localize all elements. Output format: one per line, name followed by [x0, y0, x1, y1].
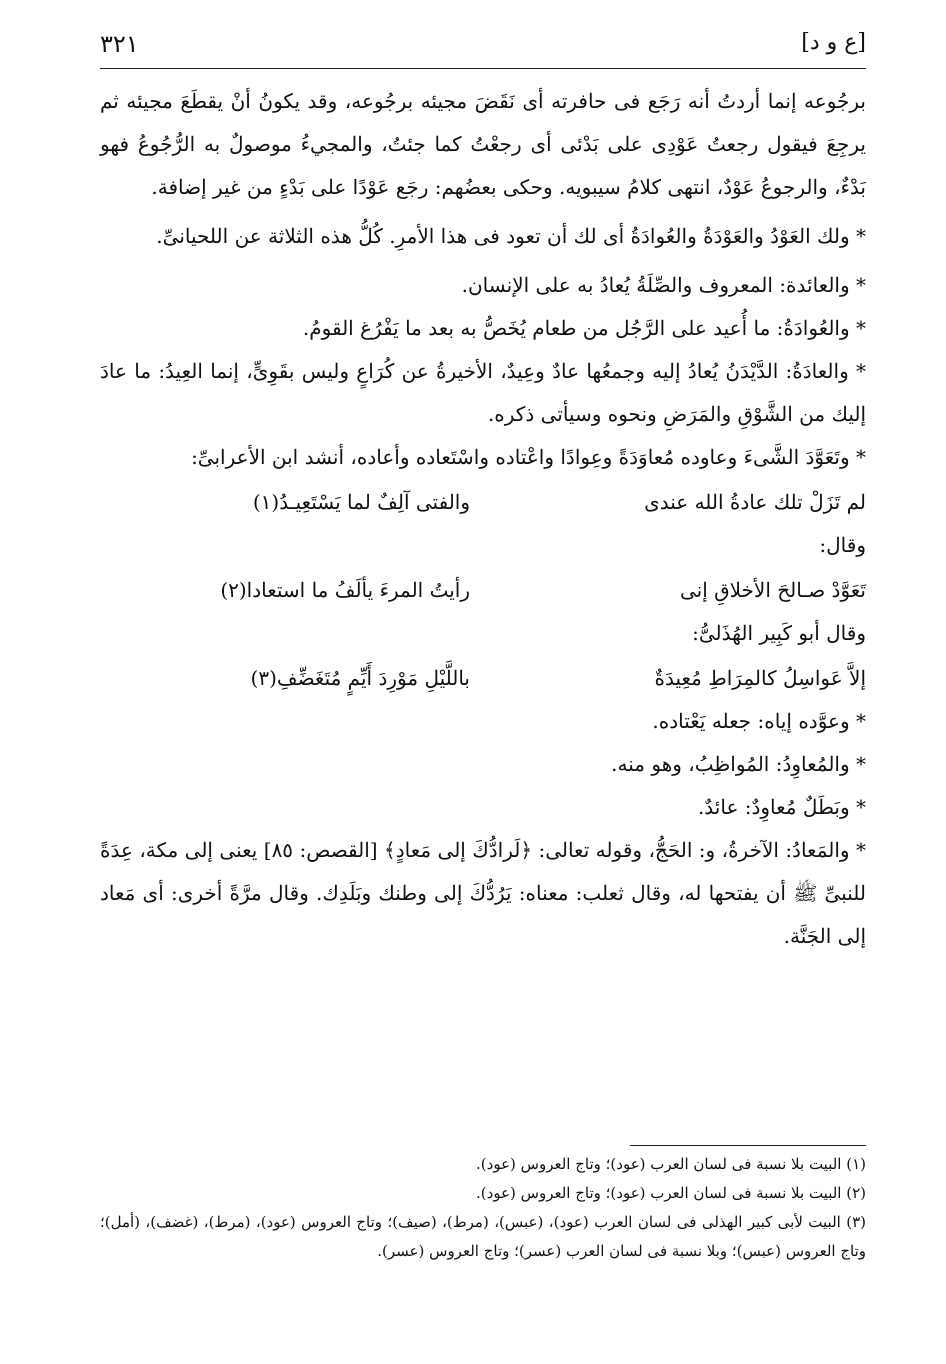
footnote-2: (٢) البيت بلا نسبة فى لسان العرب (عود)؛ وتاج العروس (عود). — [476, 1184, 866, 1202]
paragraph-aada — [100, 350, 866, 436]
verse-1 — [100, 481, 866, 524]
footnote-divider — [630, 1145, 866, 1146]
footnote-1: (١) البيت بلا نسبة فى لسان العرب (عود)؛ وتاج العروس (عود). — [476, 1155, 866, 1173]
page-number: ٣٢١ — [100, 30, 139, 58]
qala-hudhali-label: وقال أبو كَبِير الهُذَلىُّ: — [692, 621, 866, 645]
root-label: [ع و د] — [801, 30, 866, 55]
verse-second-hemistich: رأيتُ المرءَ يألَفُ ما استعادا(٢) — [220, 578, 470, 602]
text-line: برجُوعه إنما أردتُ أنه رَجَع فى حافرته أى نَقَضَ مجيئه برجُوعه، وقد يكونُ أنْ يقطَعَ مجيئه — [126, 89, 867, 113]
paragraph-taawwad: * وتَعَوَّدَ الشَّىءَ وعاوده مُعاوَدَةً وعِوادًا واعْتاده واسْتَعاده وأعاده، أنشد ابن الأعرابىِّ: — [191, 445, 866, 469]
paragraph-maad — [100, 829, 866, 958]
footnotes — [100, 1150, 866, 1266]
paragraph-muawid: * والمُعاوِدُ: المُواظِبُ، وهو منه. — [611, 752, 866, 776]
text-line: * ولك العَوْدُ والعَوْدَةُ والعُوادَةُ أى لك أن تعود فى هذا الأمرِ. كُلُّ هذه الثلاثة عن — [234, 224, 866, 248]
paragraph-awwadahu: * وعوَّده إياه: جعله يَعْتاده. — [652, 709, 866, 733]
text-line: العِيدُ: ما عادَ إليك من الشَّوْقِ والمَرَضِ ونحوه وسيأتى ذكره. — [100, 359, 866, 426]
verse-first-hemistich: إلاَّ عَواسِلُ كالمِرَاطِ مُعِيدَةٌ — [654, 666, 866, 690]
text-line: * والمَعادُ: الآخرةُ، و: الحَجُّ، وقوله تعالى: ﴿لَرادُّكَ إلى مَعادٍ﴾ [القصص: ٨٥] يعنى — [219, 838, 866, 862]
text-line: وقال مرَّةً أخرى: أى مَعاد إلى الجَنَّة. — [100, 881, 866, 948]
paragraph-awd — [100, 215, 866, 258]
qala-label: وقال: — [819, 533, 866, 557]
text-line: إلى مكة، عِدَةً للنبىِّ ﷺ أن يفتحها له، وقال ثعلب: معناه: يَرُدُّكَ إلى وطنك وبَلَدِك. — [100, 838, 867, 905]
page-header — [100, 30, 866, 70]
verse-second-hemistich: باللَّيْلِ مَوْرِدَ أَيِّمٍ مُتَغَضِّفِ(٣) — [250, 666, 470, 690]
text-line: اللحيانىِّ. — [156, 224, 229, 248]
paragraph-batal: * وبَطَلٌ مُعاوِدٌ: عائدٌ. — [697, 795, 866, 819]
verse-2 — [100, 569, 866, 612]
text-line: من غير إضافة. — [151, 175, 273, 199]
footnote-3: (٣) البيت لأبى كبير الهذلى فى لسان العرب (عود)، (عبس)، (مرط)، (صيف)؛ وتاج العروس (عود)، (مرط)، (غضف)، (أمل)؛ وتاج العروس (عبس)؛ وبلا نسبة فى لسان العرب (عسر)؛ وتاج العروس (عسر). — [100, 1213, 866, 1260]
header-divider — [100, 68, 866, 69]
verse-first-hemistich: تَعَوَّدْ صـالحَ الأخلاقِ إنى — [679, 578, 866, 602]
text-line: * والعادَةُ: الدَّيْدَنُ يُعادُ إليه وجمعُها عادٌ وعِيدٌ، الأخيرةُ عن كُرَاعٍ وليس بقَوِىٍّ، إنما — [210, 359, 867, 383]
paragraph-uwada: * والعُوادَةُ: ما أُعيد على الرَّجُل من طعام يُخَصُّ به بعد ما يَفْرُغ القومُ. — [302, 316, 866, 340]
verse-3 — [100, 657, 866, 700]
text-line: الرُّجُوعُ فهو بَدْءٌ، والرجوعُ عَوْدٌ، انتهى كلامُ سيبويه. وحكى بعضُهم: رجَع عَوْدًا على بَدْءٍ — [100, 132, 866, 199]
verse-first-hemistich: لم تَزَلْ تلك عادةُ الله عندى — [644, 490, 866, 514]
verse-second-hemistich: والفتى آلِفٌ لما يَسْتَعِيـدُ(١) — [252, 490, 470, 514]
paragraph-sibawayh — [100, 80, 866, 209]
paragraph-aaida: * والعائدة: المعروف والصِّلَةُ يُعادُ به على الإنسان. — [461, 273, 866, 297]
main-text — [100, 80, 866, 958]
text-line: ثم يرجِعَ فيقول رجعتُ عَوْدِى على بَدْئى أى رجعْتُ كما جئتُ، والمجيءُ موصولٌ به — [100, 89, 866, 156]
